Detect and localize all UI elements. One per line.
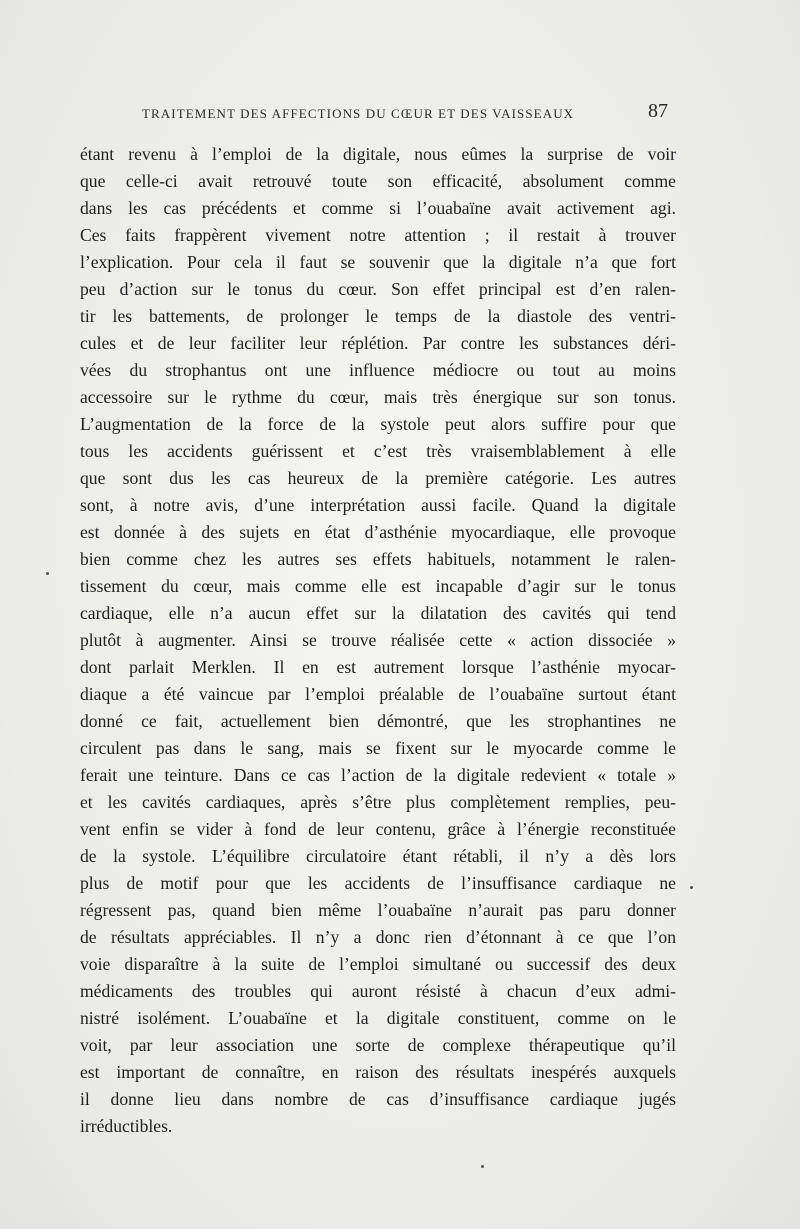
text-line: est important de connaître, en raison des résultats inespérés auxquels (80, 1062, 676, 1082)
text-line: de résultats appréciables. Il n’y a donc rien d’étonnant à ce que l’on (80, 927, 676, 947)
text-line: nistré isolément. L’ouabaïne et la digitale constituent, comme on le (80, 1008, 676, 1028)
text-line: vées du strophantus ont une influence médiocre ou tout au moins (80, 360, 676, 380)
text-line: médicaments des troubles qui auront résisté à chacun d’eux admi- (80, 981, 676, 1001)
text-line: l’explication. Pour cela il faut se souvenir que la digitale n’a que fort (80, 252, 676, 272)
text-line: dans les cas précédents et comme si l’ouabaïne avait activement agi. (80, 198, 676, 218)
text-line: que sont dus les cas heureux de la première catégorie. Les autres (80, 468, 676, 488)
text-line: cules et de leur faciliter leur réplétion. Par contre les substances déri- (80, 333, 676, 353)
text-line: tous les accidents guérissent et c’est très vraisemblablement à elle (80, 441, 676, 461)
text-line: voit, par leur association une sorte de complexe thérapeutique qu’il (80, 1035, 676, 1055)
print-speck (46, 572, 49, 575)
text-line: L’augmentation de la force de la systole peut alors suffire pour que (80, 414, 676, 434)
text-line: tissement du cœur, mais comme elle est incapable d’agir sur le tonus (80, 576, 676, 596)
text-line: diaque a été vaincue par l’emploi préalable de l’ouabaïne surtout étant (80, 684, 676, 704)
text-line: plus de motif pour que les accidents de l’insuffisance cardiaque ne (80, 873, 676, 893)
text-line: cardiaque, elle n’a aucun effet sur la dilatation des cavités qui tend (80, 603, 676, 623)
text-line: tir les battements, de prolonger le temps de la diastole des ventri- (80, 306, 676, 326)
text-line: accessoire sur le rythme du cœur, mais très énergique sur son tonus. (80, 387, 676, 407)
text-line: peu d’action sur le tonus du cœur. Son effet principal est d’en ralen- (80, 279, 676, 299)
text-line: il donne lieu dans nombre de cas d’insuffisance cardiaque jugés (80, 1089, 676, 1109)
text-line: plutôt à augmenter. Ainsi se trouve réalisée cette « action dissociée » (80, 630, 676, 650)
text-line: et les cavités cardiaques, après s’être plus complètement remplies, peu- (80, 792, 676, 812)
text-line: étant revenu à l’emploi de la digitale, nous eûmes la surprise de voir (80, 144, 676, 164)
text-line: dont parlait Merklen. Il en est autrement lorsque l’asthénie myocar- (80, 657, 676, 677)
text-line: bien comme chez les autres ses effets habituels, notamment le ralen- (80, 549, 676, 569)
running-title: TRAITEMENT DES AFFECTIONS DU CŒUR ET DES VAISSEAUX (142, 106, 575, 121)
page-number: 87 (648, 100, 668, 122)
print-speck (481, 1165, 484, 1168)
text-line: régressent pas, quand bien même l’ouabaïne n’aurait pas paru donner (80, 900, 676, 920)
text-line: que celle-ci avait retrouvé toute son efficacité, absolument comme (80, 171, 676, 191)
text-line: de la systole. L’équilibre circulatoire étant rétabli, il n’y a dès lors (80, 846, 676, 866)
text-line: vent enfin se vider à fond de leur contenu, grâce à l’énergie reconstituée (80, 819, 676, 839)
text-line-final: irréductibles. (80, 1116, 173, 1136)
text-line: voie disparaître à la suite de l’emploi simultané ou successif des deux (80, 954, 676, 974)
text-line: circulent pas dans le sang, mais se fixent sur le myocarde comme le (80, 738, 676, 758)
text-line: donné ce fait, actuellement bien démontré, que les strophantines ne (80, 711, 676, 731)
print-speck (690, 886, 693, 889)
text-line: Ces faits frappèrent vivement notre attention ; il restait à trouver (80, 225, 676, 245)
text-line: sont, à notre avis, d’une interprétation aussi facile. Quand la digitale (80, 495, 676, 515)
text-line: ferait une teinture. Dans ce cas l’action de la digitale redevient « totale » (80, 765, 676, 785)
running-head (80, 100, 680, 130)
text-line: est donnée à des sujets en état d’asthénie myocardiaque, elle provoque (80, 522, 676, 542)
body-paragraph (80, 141, 676, 1140)
